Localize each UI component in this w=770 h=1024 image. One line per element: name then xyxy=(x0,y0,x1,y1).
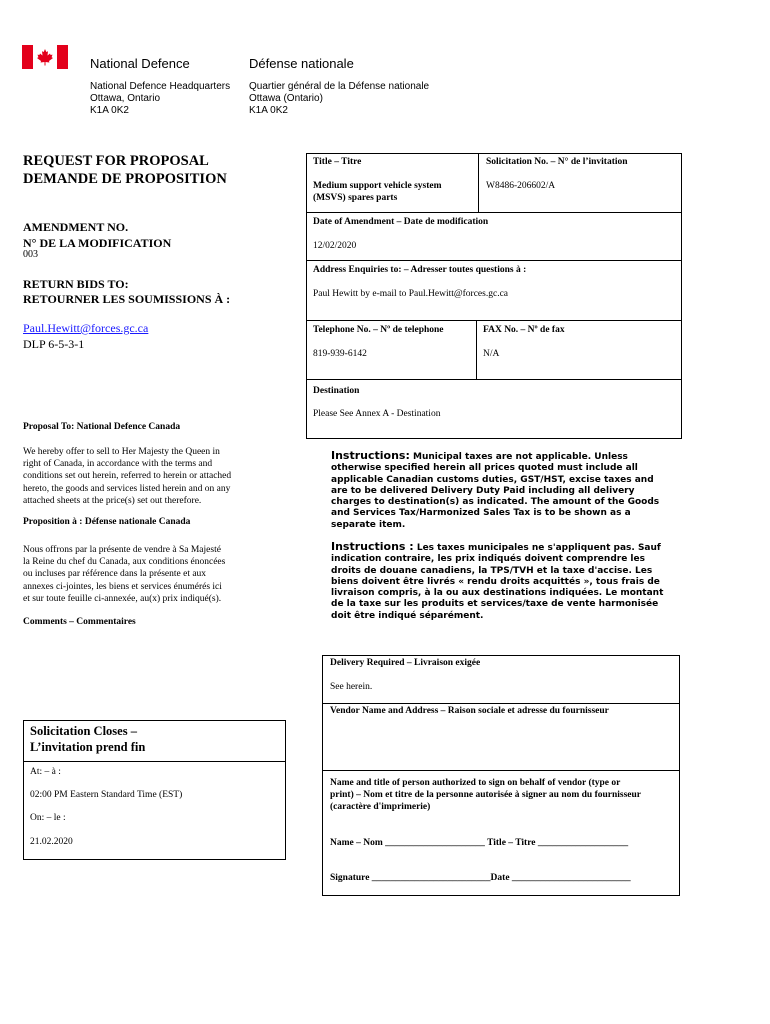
rfp-heading-en: REQUEST FOR PROPOSAL xyxy=(23,153,209,169)
proposal-text-en xyxy=(23,446,231,507)
instructions-line: separate item. xyxy=(331,519,406,530)
address-en-line: Ottawa, Ontario xyxy=(90,93,161,104)
instructions-fr xyxy=(331,541,676,622)
closes-title-line: Solicitation Closes – xyxy=(30,724,137,738)
authorized-label-line: (caractère d'imprimerie) xyxy=(330,802,431,812)
instructions-line: charges to destination(s) as indicated. The amount of the Goods xyxy=(331,497,660,508)
address-en xyxy=(90,81,230,117)
amendment-label-en: AMENDMENT NO. xyxy=(23,220,129,234)
address-en-line: K1A 0K2 xyxy=(90,105,129,116)
instructions-line: indication contraire, les prix indiqués doivent comprendre les xyxy=(331,554,645,565)
closes-at-label: At: – à : xyxy=(30,767,61,777)
text-line: ou incluses par référence dans la présente et aux xyxy=(23,569,207,580)
dept-name-fr: Défense nationale xyxy=(249,56,354,71)
instructions-line: and Services Tax/Harmonized Sales Tax is to be shown as a xyxy=(331,508,631,519)
closes-on-label: On: – le : xyxy=(30,813,66,823)
divider xyxy=(306,260,682,261)
title-label: Title – Titre xyxy=(313,157,362,167)
delivery-label: Delivery Required – Livraison exigée xyxy=(330,658,481,668)
instructions-line: Municipal taxes are not applicable. Unless xyxy=(409,452,628,462)
proposal-to-fr: Proposition à : Défense nationale Canada xyxy=(23,517,191,527)
authorized-label-line: Name and title of person authorized to sign on behalf of vendor (type or xyxy=(330,778,621,788)
instructions-en xyxy=(331,450,676,531)
proposal-to-en: Proposal To: National Defence Canada xyxy=(23,422,181,432)
divider xyxy=(476,320,477,379)
address-fr-line: K1A 0K2 xyxy=(249,105,288,116)
solicitation-label: Solicitation No. – N° de l’invitation xyxy=(486,157,628,167)
text-line: right of Canada, in accordance with the terms and xyxy=(23,459,213,470)
rfp-heading-fr: DEMANDE DE PROPOSITION xyxy=(23,171,227,187)
proposal-text-fr xyxy=(23,544,225,605)
text-line: We hereby offer to sell to Her Majesty the Queen in xyxy=(23,447,220,457)
divider xyxy=(322,703,680,704)
divider xyxy=(306,212,682,213)
amendment-date-label: Date of Amendment – Date de modification xyxy=(313,217,489,227)
instructions-line: Les taxes municipales ne s'appliquent pas. Sauf xyxy=(413,543,661,553)
address-fr xyxy=(249,81,429,117)
address-en-line: National Defence Headquarters xyxy=(90,81,231,92)
title-value-line: Medium support vehicle system xyxy=(313,181,442,191)
instructions-line: biens doivent être livrés « rendu droits acquittés », tous frais de xyxy=(331,576,660,587)
instructions-en-lead: Instructions: xyxy=(331,449,410,462)
divider xyxy=(478,153,479,212)
fax-value: N/A xyxy=(483,349,500,359)
divider xyxy=(306,320,682,321)
address-fr-line: Ottawa (Ontario) xyxy=(249,93,323,104)
title-value xyxy=(313,180,442,204)
closes-title-line: L’invitation prend fin xyxy=(30,740,146,754)
solicitation-value: W8486-206602/A xyxy=(486,181,556,191)
instructions-fr-lead: Instructions : xyxy=(331,540,414,553)
instructions-line: de la taxe sur les produits et services/taxe de vente harmonisée xyxy=(331,599,659,610)
text-line: conditions set out herein, referred to herein or attached xyxy=(23,471,232,482)
delivery-value: See herein. xyxy=(330,682,373,692)
destination-label: Destination xyxy=(313,386,360,396)
instructions-line: doit être indiqué séparément. xyxy=(331,610,484,621)
closes-title xyxy=(30,723,145,755)
instructions-line: otherwise specified herein all prices quoted must include all xyxy=(331,463,638,474)
text-line: hereto, the goods and services listed herein and on any xyxy=(23,483,231,494)
address-fr-line: Quartier général de la Défense nationale xyxy=(249,81,430,92)
vendor-label: Vendor Name and Address – Raison sociale et adresse du fournisseur xyxy=(330,706,609,716)
authorized-person-label xyxy=(330,777,641,813)
instructions-line: are to be delivered Delivery Duty Paid including all delivery xyxy=(331,485,635,496)
return-dlp: DLP 6-5-3-1 xyxy=(23,337,85,351)
amendment-date-value: 12/02/2020 xyxy=(313,241,357,251)
text-line: annexes ci-jointes, les biens et services énumérés ici xyxy=(23,581,222,592)
amendment-label-fr: N° DE LA MODIFICATION xyxy=(23,236,172,250)
signature-date-line[interactable]: Signature _________________________Date _________________________ xyxy=(330,873,631,883)
dept-name-en: National Defence xyxy=(90,56,190,71)
telephone-label: Telephone No. – Nº de telephone xyxy=(313,325,444,335)
destination-value: Please See Annex A - Destination xyxy=(313,409,441,419)
return-email-link[interactable]: Paul.Hewitt@forces.gc.ca xyxy=(23,321,149,335)
text-line: et sur toute feuille ci-annexée, au(x) prix indiqué(s). xyxy=(23,593,222,604)
text-line: attached sheets at the price(s) set out therefore. xyxy=(23,495,202,506)
instructions-line: livraison compris, à la ou aux destinations indiquées. Le montant xyxy=(331,588,664,599)
closes-time: 02:00 PM Eastern Standard Time (EST) xyxy=(30,790,183,800)
text-line: la Reine du chef du Canada, aux conditions énoncées xyxy=(23,557,226,568)
fax-label: FAX No. – Nº de fax xyxy=(483,325,565,335)
telephone-value: 819-939-6142 xyxy=(313,349,367,359)
instructions-line: droits de douane canadiens, la TPS/TVH et la taxe d'accise. Les xyxy=(331,565,653,576)
closes-date: 21.02.2020 xyxy=(30,837,73,847)
return-bids-label-en: RETURN BIDS TO: xyxy=(23,277,129,291)
text-line: Nous offrons par la présente de vendre à Sa Majesté xyxy=(23,545,221,555)
divider xyxy=(306,379,682,380)
authorized-label-line: print) – Nom et titre de la personne autorisée à signer au nom du fournisseur xyxy=(330,790,642,800)
instructions-line: applicable Canadian customs duties, GST/HST, excise taxes and xyxy=(331,474,654,485)
enquiries-value: Paul Hewitt by e-mail to Paul.Hewitt@forces.gc.ca xyxy=(313,289,509,299)
amendment-number: 003 xyxy=(23,249,38,260)
return-bids-label-fr: RETOURNER LES SOUMISSIONS À : xyxy=(23,292,231,306)
name-title-line[interactable]: Name – Nom _____________________ Title – Titre ___________________ xyxy=(330,838,629,848)
canada-flag-icon xyxy=(22,45,68,69)
title-value-line: (MSVS) spares parts xyxy=(313,193,398,203)
vendor-box xyxy=(322,655,680,896)
divider xyxy=(23,761,286,762)
divider xyxy=(322,770,680,771)
comments-label: Comments – Commentaires xyxy=(23,617,136,627)
enquiries-label: Address Enquiries to: – Adresser toutes questions à : xyxy=(313,265,527,275)
